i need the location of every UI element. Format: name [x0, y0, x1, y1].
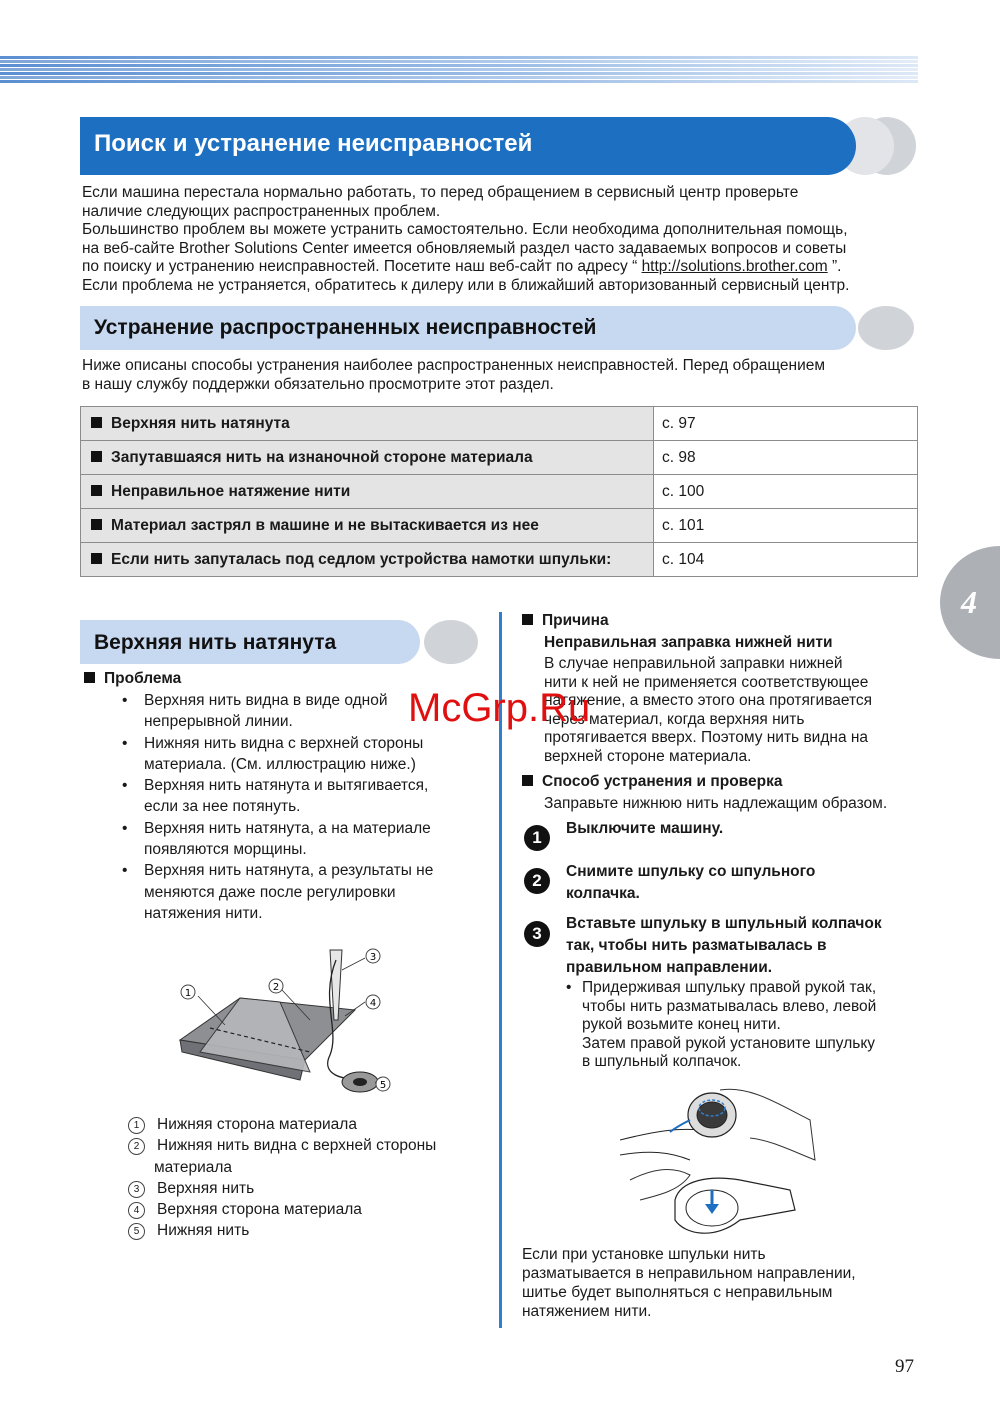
- step-2-text: Снимите шпульку со шпульного колпачка.: [566, 863, 816, 902]
- cause-title: Неправильная заправка нижней нити: [544, 634, 833, 651]
- step-3-text: Вставьте шпульку в шпульный колпачок так, чтобы нить разматывалась в правильном направлении.: [566, 915, 882, 976]
- step-1-text: Выключите машину.: [566, 820, 724, 837]
- cause-label: Причина: [522, 612, 609, 630]
- table-row[interactable]: Верхняя нить натянута с. 97: [81, 407, 918, 441]
- step-3-note: • Придерживая шпульку правой рукой так, чтобы нить разматывалась влево, левой рукой возьмите конец нити. Затем правой рукой установите шпульку в шпульный колпачок.: [566, 979, 877, 1071]
- page-title: Поиск и устранение неисправностей: [94, 130, 533, 157]
- solutions-link[interactable]: http://solutions.brother.com: [641, 258, 828, 275]
- intro-text: Если машина перестала нормально работать, то перед обращением в сервисный центр проверьте наличие следующих распространенных проблем. Большинство проблем вы можете устранить самостоятельно. Если необходима дополнительная помощь, на веб-сайте Brother Solutions Center имеется обновляемый раздел часто задаваемых вопросов и советы по поиску и устранению неисправностей. Посетите наш веб-сайт по адресу “ http://solutions.brother.com ”. Если проблема не устраняется, обратитесь к дилеру или в ближайший авторизованный сервисный центр.: [82, 184, 850, 294]
- svg-text:1: 1: [184, 988, 192, 999]
- bobbin-insertion-illustration: [620, 1080, 820, 1250]
- table-row[interactable]: Если нить запуталась под седлом устройства намотки шпульки: с. 104: [81, 543, 918, 577]
- chapter-number: 4: [961, 584, 977, 620]
- page-number: 97: [895, 1356, 914, 1377]
- step-2-icon: 2: [524, 868, 550, 894]
- svg-text:2: 2: [272, 982, 280, 993]
- illustration-legend: 1 Нижняя сторона материала 2 Нижняя нить видна с верхней стороны материала 3 Верхняя нить 4 Верхняя сторона материала 5 Нижняя нить: [128, 1114, 488, 1242]
- table-row[interactable]: Запутавшаяся нить на изнаночной стороне материала с. 98: [81, 441, 918, 475]
- fabric-thread-illustration: [170, 940, 400, 1105]
- section-pill-decor: [858, 306, 914, 350]
- subsection-pill-decor: [424, 620, 478, 664]
- problem-table: [80, 406, 918, 577]
- watermark: McGrp.Ru: [408, 686, 591, 730]
- table-row[interactable]: Неправильное натяжение нити с. 100: [81, 475, 918, 509]
- svg-text:3: 3: [369, 952, 377, 963]
- step-3-icon: 3: [524, 921, 550, 947]
- problem-list: • Верхняя нить видна в виде одной непрерывной линии. • Нижняя нить видна с верхней стороны материала. (См. иллюстрацию ниже.) • Верхняя нить натянута и вытягивается, если за нее потянуть. • Верхняя нить натянута, а на материале появляются морщины. • Верхняя нить натянута, а результаты не меняются даже после регулировки натяжения нити.: [122, 692, 434, 922]
- subsection-title: Верхняя нить натянута: [94, 631, 337, 654]
- fix-text: Заправьте нижнюю нить надлежащим образом.: [544, 795, 888, 812]
- problem-label: Проблема: [84, 670, 181, 688]
- table-row[interactable]: Материал застрял в машине и не вытаскивается из нее с. 101: [81, 509, 918, 543]
- cause-text: В случае неправильной заправки нижней нити к ней не применяется соответствующее натяжение, а вместо этого она протягивается через материал, когда верхняя нить протягивается вверх. Поэтому нить видна на верхней стороне материала.: [544, 655, 873, 765]
- header-stripes: [0, 56, 918, 84]
- section-title: Устранение распространенных неисправностей: [94, 316, 597, 339]
- fix-label: Способ устранения и проверка: [522, 773, 782, 791]
- bottom-note: Если при установке шпульки нить разматывается в неправильном направлении, шитье будет выполняться с неправильным натяжением нити.: [522, 1246, 856, 1320]
- svg-text:4: 4: [369, 998, 377, 1009]
- step-1-icon: 1: [524, 825, 550, 851]
- section-text: Ниже описаны способы устранения наиболее распространенных неисправностей. Перед обращением в нашу службу поддержки обязательно просмотрите этот раздел.: [82, 357, 826, 393]
- svg-text:5: 5: [379, 1080, 387, 1091]
